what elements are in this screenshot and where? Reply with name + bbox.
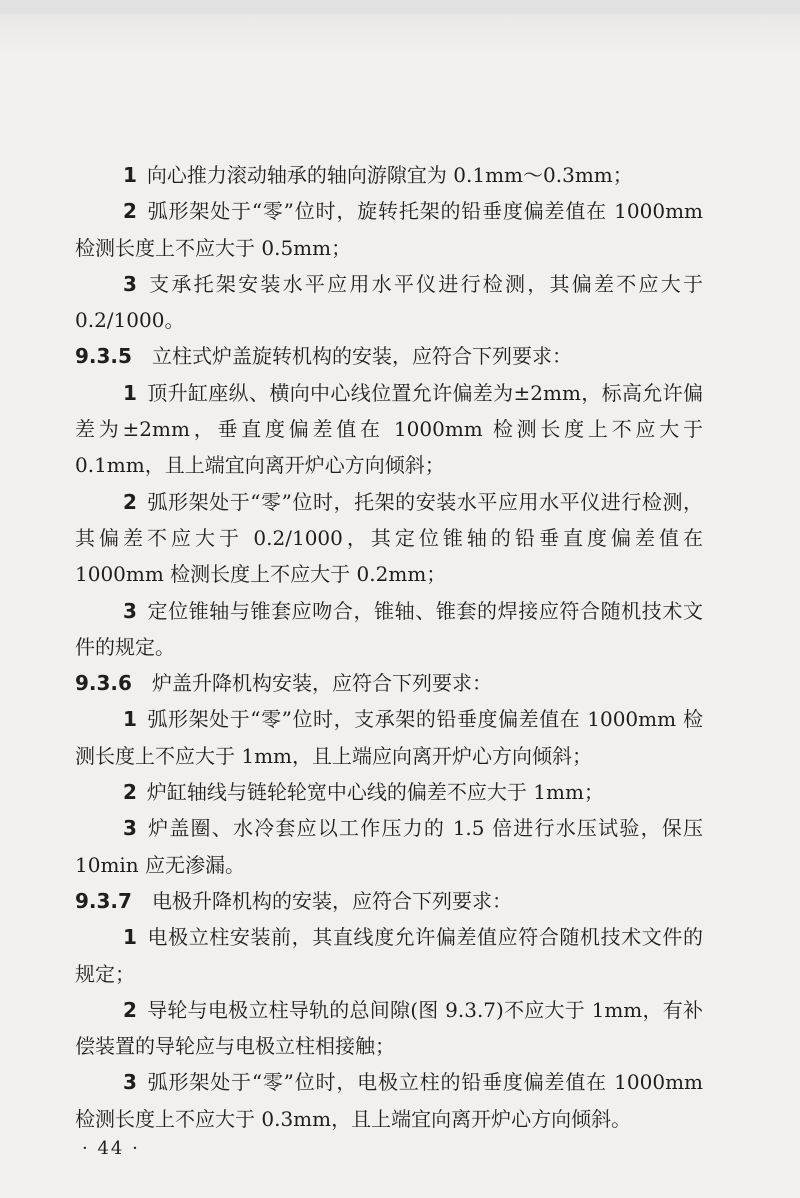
clause-number: 3 <box>123 1070 137 1095</box>
clause-number: 2 <box>123 997 137 1022</box>
clause-9-3-6-3 <box>75 810 703 883</box>
clause-number: 1 <box>123 925 137 950</box>
clause-number: 2 <box>123 780 137 805</box>
clause-number: 2 <box>123 199 137 224</box>
clause-9-3-4-1 <box>75 157 703 193</box>
document-body <box>75 157 703 1137</box>
clause-9-3-4-2 <box>75 193 703 266</box>
clause-text: 支承托架安装水平应用水平仪进行检测，其偏差不应大于 0.2/1000。 <box>75 271 703 333</box>
section-text: 炉盖升降机构安装，应符合下列要求： <box>151 671 492 696</box>
scan-top-edge <box>0 0 800 14</box>
clause-text: 电极立柱安装前，其直线度允许偏差值应符合随机技术文件的规定； <box>75 925 703 986</box>
clause-text: 定位锥轴与锥套应吻合，锥轴、锥套的焊接应符合随机技术文件的规定。 <box>75 598 703 659</box>
clause-9-3-6-2 <box>75 774 703 810</box>
clause-text: 顶升缸座纵、横向中心线位置允许偏差为±2mm，标高允许偏差为±2mm，垂直度偏差值在 1000mm 检测长度上不应大于 0.1mm，且上端宜向离开炉心方向倾斜； <box>75 380 703 478</box>
clause-number: 3 <box>123 271 137 296</box>
clause-9-3-7-1 <box>75 919 703 992</box>
section-number: 9.3.5 <box>75 344 132 369</box>
clause-text: 导轮与电极立柱导轨的总间隙(图 9.3.7)不应大于 1mm，有补偿装置的导轮应与电极立柱相接触； <box>75 997 703 1059</box>
section-9-3-6 <box>75 665 703 701</box>
clause-number: 3 <box>123 598 137 623</box>
scan-shadow <box>0 14 800 54</box>
clause-text: 弧形架处于“零”位时，支承架的铅垂度偏差值在 1000mm 检测长度上不应大于 1mm，且上端应向离开炉心方向倾斜； <box>75 707 703 768</box>
clause-text: 炉盖圈、水冷套应以工作压力的 1.5 倍进行水压试验，保压 10min 应无渗漏。 <box>75 816 703 877</box>
clause-text: 炉缸轴线与链轮轮宽中心线的偏差不应大于 1mm； <box>146 780 604 805</box>
section-number: 9.3.7 <box>75 888 132 913</box>
section-9-3-7 <box>75 883 703 919</box>
clause-text: 弧形架处于“零”位时，托架的安装水平应用水平仪进行检测，其偏差不应大于 0.2/1000，其定位锥轴的铅垂直度偏差值在 1000mm 检测长度上不应大于 0.2mm； <box>75 489 703 587</box>
clause-number: 2 <box>123 489 137 514</box>
section-text: 立柱式炉盖旋转机构的安装，应符合下列要求： <box>151 344 572 369</box>
clause-9-3-6-1 <box>75 701 703 774</box>
clause-9-3-7-3 <box>75 1064 703 1137</box>
clause-text: 弧形架处于“零”位时，旋转托架的铅垂度偏差值在 1000mm 检测长度上不应大于 0.5mm； <box>75 199 703 260</box>
clause-number: 1 <box>123 163 137 187</box>
page-number: · 44 · <box>82 1138 140 1159</box>
section-9-3-5 <box>75 338 703 374</box>
clause-number: 1 <box>123 707 137 732</box>
clause-9-3-4-3 <box>75 266 703 339</box>
clause-9-3-5-1 <box>75 375 703 484</box>
clause-9-3-7-2 <box>75 992 703 1065</box>
clause-9-3-5-3 <box>75 593 703 666</box>
section-number: 9.3.6 <box>75 671 132 696</box>
clause-number: 1 <box>123 380 137 405</box>
clause-text: 向心推力滚动轴承的轴向游隙宜为 0.1mm～0.3mm； <box>146 163 633 187</box>
clause-9-3-5-2 <box>75 484 703 593</box>
section-text: 电极升降机构的安装，应符合下列要求： <box>151 888 512 913</box>
clause-number: 3 <box>123 816 137 841</box>
clause-text: 弧形架处于“零”位时，电极立柱的铅垂度偏差值在 1000mm 检测长度上不应大于 0.3mm，且上端宜向离开炉心方向倾斜。 <box>75 1070 703 1131</box>
